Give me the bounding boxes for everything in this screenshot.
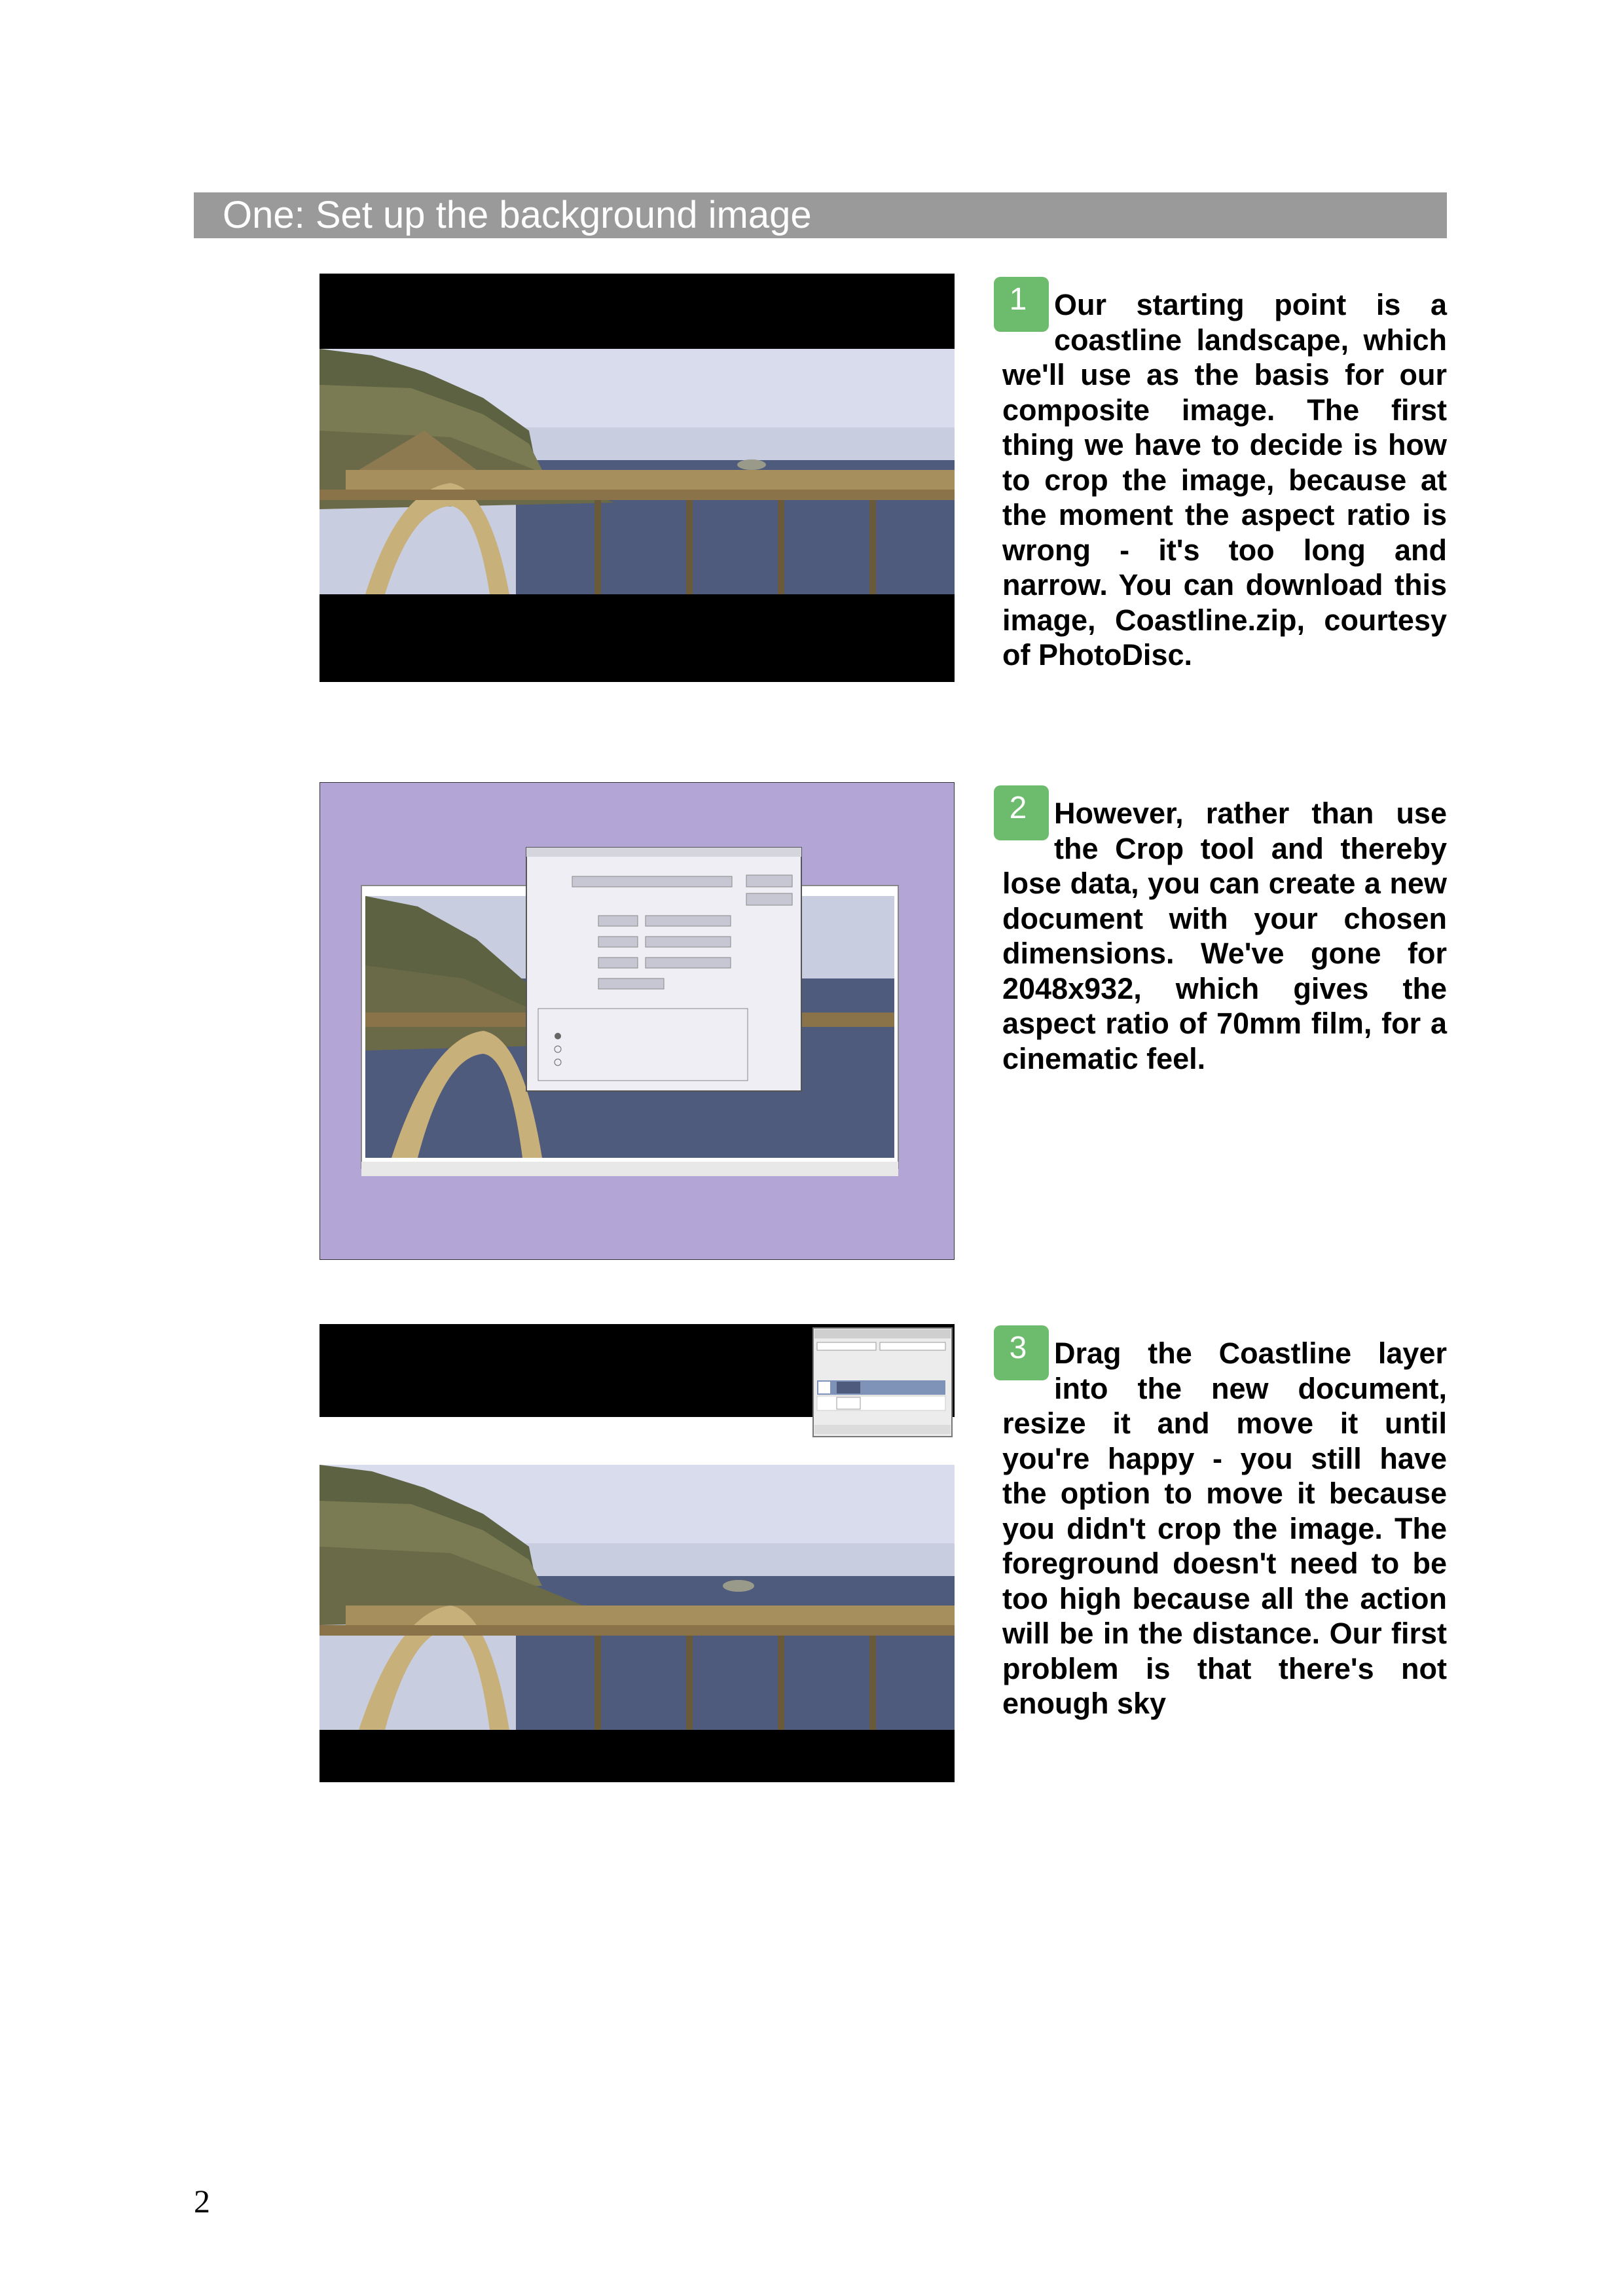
figure-coastline-in-new-document [319,1324,955,1782]
figure-coastline-original [319,274,955,682]
step-2-text: However, rather than use the Crop tool and thereby lose data, you can create a new document with your chosen dimensions. We've gone for 2048x932, which gives the aspect ratio of 70mm film, for a cinematic feel. [1002,797,1447,1075]
page-number: 2 [194,2183,210,2219]
section-heading-bar [194,192,1447,238]
step-3-text: Drag the Coastline layer into the new document, resize it and move it until you're happy - you still have the option to move it because you didn't crop the image. The foreground doesn't need to be too high because all the action will be in the distance. Our first problem is that there's not enough sky [1002,1336,1447,1720]
step-1-badge: 1 [994,277,1049,332]
step-1-text: Our starting point is a coastline landscape, which we'll use as the basis for our composite image. The first thing we have to decide is how to crop the image, because at the moment the aspect ratio is wrong - it's too long and narrow. You can download this image, Coastline.zip, courtesy of PhotoDisc. [1002,288,1447,672]
step-3 [1002,1331,1447,1721]
step-1 [1002,282,1447,673]
step-2 [1002,791,1447,1076]
section-title: One: Set up the background image [223,194,812,236]
step-3-badge: 3 [994,1325,1049,1380]
figure-new-document-dialog [319,782,955,1260]
step-2-badge: 2 [994,785,1049,840]
